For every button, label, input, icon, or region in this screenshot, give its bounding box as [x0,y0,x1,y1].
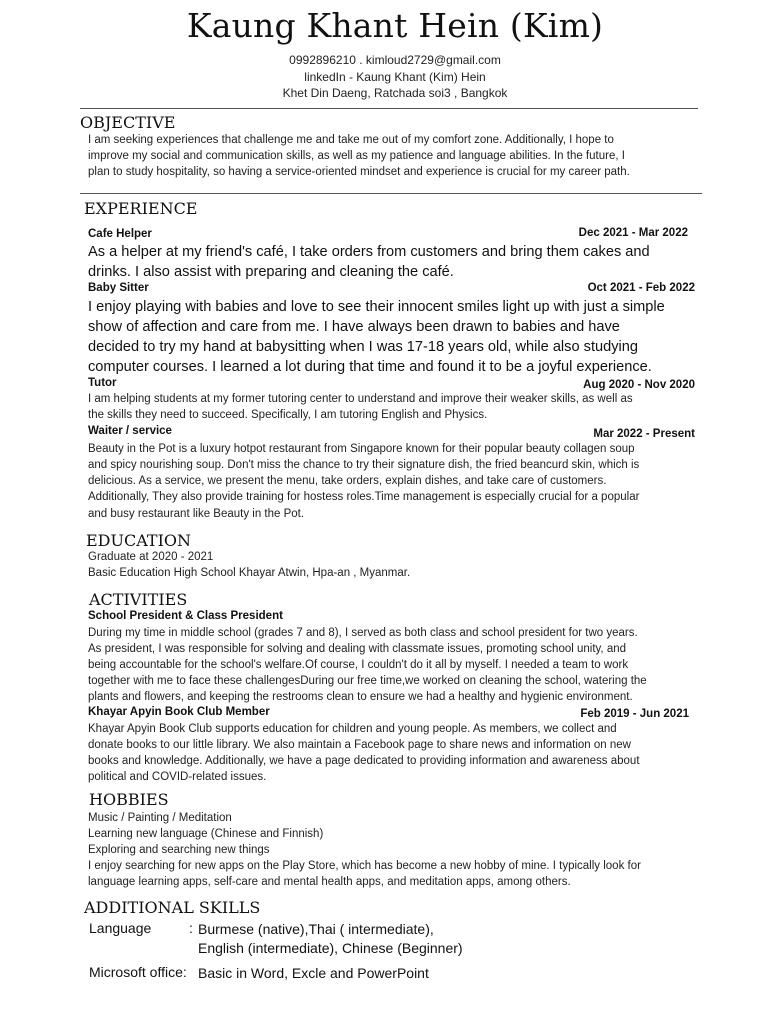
education-title: EDUCATION [86,531,192,550]
activity-description-line: political and COVID-related issues. [88,771,267,783]
job-date: Aug 2020 - Nov 2020 [583,379,695,391]
contact-address: Khet Din Daeng, Ratchada soi3 , Bangkok [282,86,508,100]
job-description-line: show of affection and care from me. I have always been drawn to babies and have [88,319,620,335]
job-description-line: drinks. I also assist with preparing and cleaning the café. [88,264,454,280]
job-role: Tutor [88,377,117,389]
hobby-line: Exploring and searching new things [88,844,270,856]
job-description-line: I enjoy playing with babies and love to see their innocent smiles light up with just a simple [88,299,665,315]
experience-title: EXPERIENCE [84,199,198,218]
language-separator: : [189,920,193,936]
job-description-line: delicious. As a service, we present the menu, take orders, explain dishes, and take care of customers. [88,475,607,487]
candidate-name: Kaung Khant Hein (Kim) [186,6,604,45]
activity-description-line: Khayar Apyin Book Club supports education for children and young people. As members, we collect and [88,723,617,735]
divider [80,193,702,194]
objective-line: I am seeking experiences that challenge me and take me out of my comfort zone. Additionally, I hope to [88,134,614,146]
job-description-line: As a helper at my friend's café, I take orders from customers and bring them cakes and [88,244,650,260]
job-role: Cafe Helper [88,228,152,240]
activity-description-line: As president, I was responsible for solving and dealing with classmate issues, promoting school unity, and [88,643,627,655]
hobby-line: Music / Painting / Meditation [88,812,232,824]
contact-linkedin: linkedIn - Kaung Khant (Kim) Hein [304,70,486,84]
activity-description-line: plants and flowers, and keeping the restrooms clean to ensure we had a healthy and hygienic environment. [88,691,633,703]
job-role: Baby Sitter [88,282,149,294]
contact-phone-email: 0992896210 . kimloud2729@gmail.com [289,53,501,67]
objective-line: improve my social and communication skills, as well as my patience and language abilities. In the future, I [88,150,625,162]
job-role: Waiter / service [88,425,172,437]
activity-role: School President & Class President [88,610,283,622]
job-date: Mar 2022 - Present [593,428,695,440]
divider [80,108,698,109]
job-description-line: computer courses. I learned a lot during that time and found it to be a joyful experience. [88,359,652,375]
job-description-line: the skills they need to succeed. Specifically, I am tutoring English and Physics. [88,409,488,421]
language-value-line: Burmese (native),Thai ( intermediate), [198,921,434,937]
job-description-line: Beauty in the Pot is a luxury hotpot restaurant from Singapore known for their popular beauty collagen soup [88,443,635,455]
language-label: Language [89,920,152,936]
activity-role: Khayar Apyin Book Club Member [88,706,270,718]
skills-title: ADDITIONAL SKILLS [84,898,261,917]
activity-description-line: During my time in middle school (grades 7 and 8), I served as both class and school president for two years. [88,627,638,639]
activity-date: Feb 2019 - Jun 2021 [580,708,689,720]
education-line: Basic Education High School Khayar Atwin, Hpa-an , Myanmar. [88,567,411,579]
office-label: Microsoft office: [89,964,187,980]
language-value-line: English (intermediate), Chinese (Beginner) [198,940,463,956]
education-line: Graduate at 2020 - 2021 [88,551,214,563]
activity-description-line: being accountable for the school's welfare.Of course, I couldn't do it all by myself. I needed a team to work [88,659,629,671]
job-description-line: I am helping students at my former tutoring center to understand and improve their weaker skills, as well as [88,393,633,405]
hobby-line: language learning apps, self-care and mental health apps, and meditation apps, among others. [88,876,571,888]
hobby-line: I enjoy searching for new apps on the Play Store, which has become a new hobby of mine. I typically look for [88,860,641,872]
job-date: Oct 2021 - Feb 2022 [587,282,695,294]
activities-title: ACTIVITIES [89,590,188,609]
job-description-line: and busy restaurant like Beauty in the Pot. [88,508,305,520]
job-description-line: decided to try my hand at babysitting when I was 17-18 years old, while also studying [88,339,639,355]
hobby-line: Learning new language (Chinese and Finnish) [88,828,324,840]
activity-description-line: books and knowledge. Additionally, we have a page dedicated to providing information and awareness about [88,755,640,767]
job-description-line: and spicy nourishing soup. Don't miss the chance to try their signature dish, the fried beancurd skin, which is [88,459,640,471]
hobbies-title: HOBBIES [89,790,169,809]
objective-title: OBJECTIVE [80,113,176,132]
office-value: Basic in Word, Excle and PowerPoint [198,965,429,981]
objective-line: plan to study hospitality, so having a service-oriented mindset and experience is crucial for my career path. [88,166,630,178]
job-date: Dec 2021 - Mar 2022 [578,227,688,239]
job-description-line: Additionally, They also provide training for hostess roles.Time management is especially crucial for a popular [88,491,640,503]
activity-description-line: donate books to our little library. We also maintain a Facebook page to share news and information on new [88,739,631,751]
activity-description-line: together with me to face these challengesDuring our free time,we worked on cleaning the school, watering the [88,675,647,687]
